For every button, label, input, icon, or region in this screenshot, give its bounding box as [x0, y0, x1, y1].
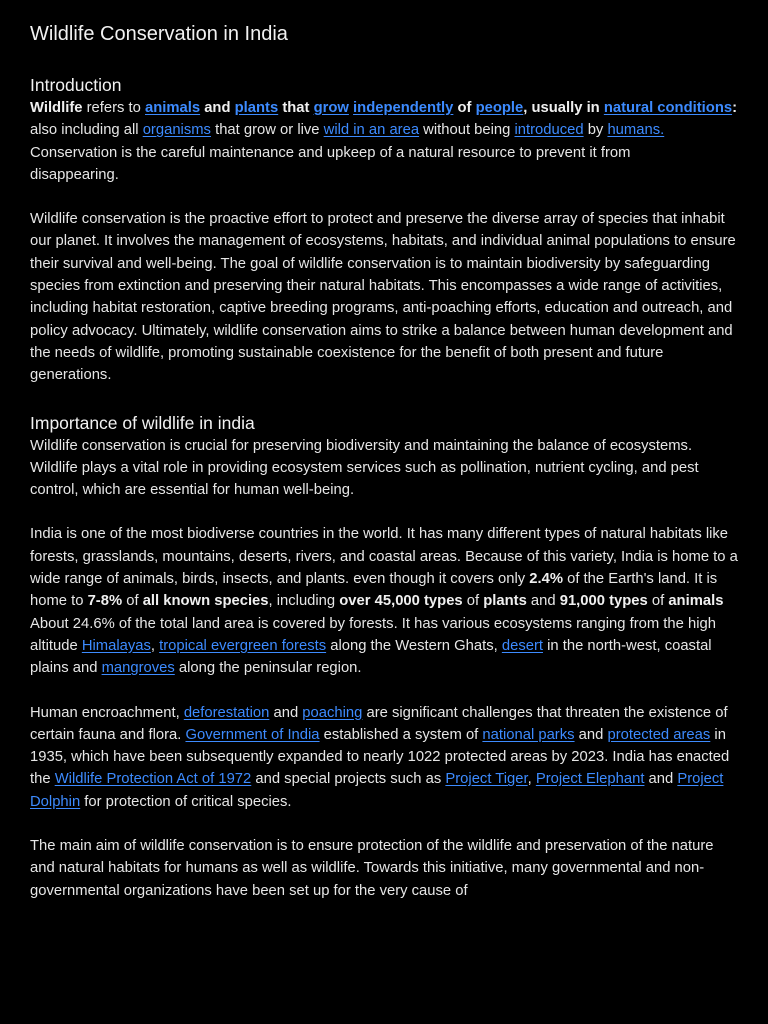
- link-independently[interactable]: independently: [353, 100, 454, 116]
- link-desert[interactable]: desert: [501, 637, 543, 654]
- link-project-elephant[interactable]: Project Elephant: [535, 771, 645, 788]
- link-project-tiger[interactable]: Project Tiger: [445, 771, 528, 788]
- importance-paragraph-india-biodiversity: India is one of the most biodiverse countries in the world. It has many different types of natural habitats like forests, grasslands, mountains, deserts, rivers, and coastal areas. Because of this variety, India is home to a wide range of animals, birds, insects, and plants. even though it covers only 2.4% of the Earth's land. It is home to 7-8% of all known species, including over 45,000 types of plants and 91,000 types of animals About 24.6% of the total land area is covered by forests. It has various ecosystems ranging from the high altitude Himalayas, tropical evergreen forests along the Western Ghats, desert in the north-west, coastal plains and mangroves along the peninsular region.: [30, 526, 738, 677]
- importance-paragraph-threats: Human encroachment, deforestation and poaching are significant challenges that threaten the existence of certain fauna and flora. Government of India established a system of national parks and protected areas in 1935, which have been subsequently expanded to nearly 1022 protected areas by 2023. India has enacted the Wildlife Protection Act of 1972 and special projects such as Project Tiger, Project Elephant and Project Dolphin for protection of critical species.: [30, 704, 730, 810]
- link-introduced[interactable]: introduced: [514, 122, 584, 139]
- importance-paragraph-main-aim: The main aim of wildlife conservation is to ensure protection of the wildlife and preservation of the nature and natural habitats for humans as well as wildlife. Towards this initiative, many governmental and non-governmental organizations have been set up for the very cause of: [30, 838, 714, 899]
- link-people[interactable]: people: [475, 100, 524, 116]
- link-protected-areas[interactable]: protected areas: [607, 726, 711, 743]
- link-poaching[interactable]: poaching: [302, 704, 363, 721]
- intro-paragraph-conservation: Wildlife conservation is the proactive effort to protect and preserve the diverse array of species that inhabit our planet. It involves the management of ecosystems, habitats, and individual animal populations to ensure their survival and well-being. The goal of wildlife conservation is to maintain biodiversity by safeguarding species from extinction and preserving their natural habitats. This encompasses a wide range of activities, including habitat restoration, captive breeding programs, anti-poaching efforts, education and outreach, and policy advocacy. Ultimately, wildlife conservation aims to strike a balance between human development and the needs of wildlife, promoting sustainable coexistence for the benefit of both present and future generations.: [30, 211, 736, 384]
- link-natural-conditions[interactable]: natural conditions: [603, 100, 733, 116]
- term-wildlife: Wildlife: [30, 100, 83, 116]
- link-humans[interactable]: humans.: [607, 122, 665, 139]
- link-tropical-evergreen-forests[interactable]: tropical evergreen forests: [159, 637, 327, 654]
- link-plants[interactable]: plants: [234, 100, 279, 116]
- link-wildlife-protection-act[interactable]: Wildlife Protection Act of 1972: [54, 771, 252, 788]
- link-project-dolphin[interactable]: Project Dolphin: [30, 771, 724, 810]
- link-animals[interactable]: animals: [144, 100, 201, 116]
- link-grow[interactable]: grow: [313, 100, 349, 116]
- document: [30, 20, 740, 902]
- link-mangroves[interactable]: mangroves: [101, 660, 175, 677]
- link-deforestation[interactable]: deforestation: [183, 704, 270, 721]
- link-national-parks[interactable]: national parks: [482, 726, 575, 743]
- section-heading-importance: Importance of wildlife in india: [30, 412, 255, 433]
- link-wild-in-an-area[interactable]: wild in an area: [323, 122, 420, 139]
- page-title: Wildlife Conservation in India: [30, 23, 288, 45]
- link-himalayas[interactable]: Himalayas: [81, 637, 151, 654]
- importance-paragraph-biodiversity: Wildlife conservation is crucial for preserving biodiversity and maintaining the balance of ecosystems. Wildlife plays a vital role in providing ecosystem services such as pollination, nutrient cycling, and pest control, which are essential for human well-being.: [30, 437, 699, 499]
- intro-paragraph-definition: Wildlife refers to animals and plants that grow independently of people, usually in natural conditions: also including all organisms that grow or live wild in an area without being introduced by humans. Conservation is the careful maintenance and upkeep of a natural resource to prevent it from disappearing.: [30, 100, 738, 183]
- link-organisms[interactable]: organisms: [142, 122, 211, 139]
- section-heading-introduction: Introduction: [30, 75, 122, 95]
- link-government-of-india[interactable]: Government of India: [185, 726, 320, 743]
